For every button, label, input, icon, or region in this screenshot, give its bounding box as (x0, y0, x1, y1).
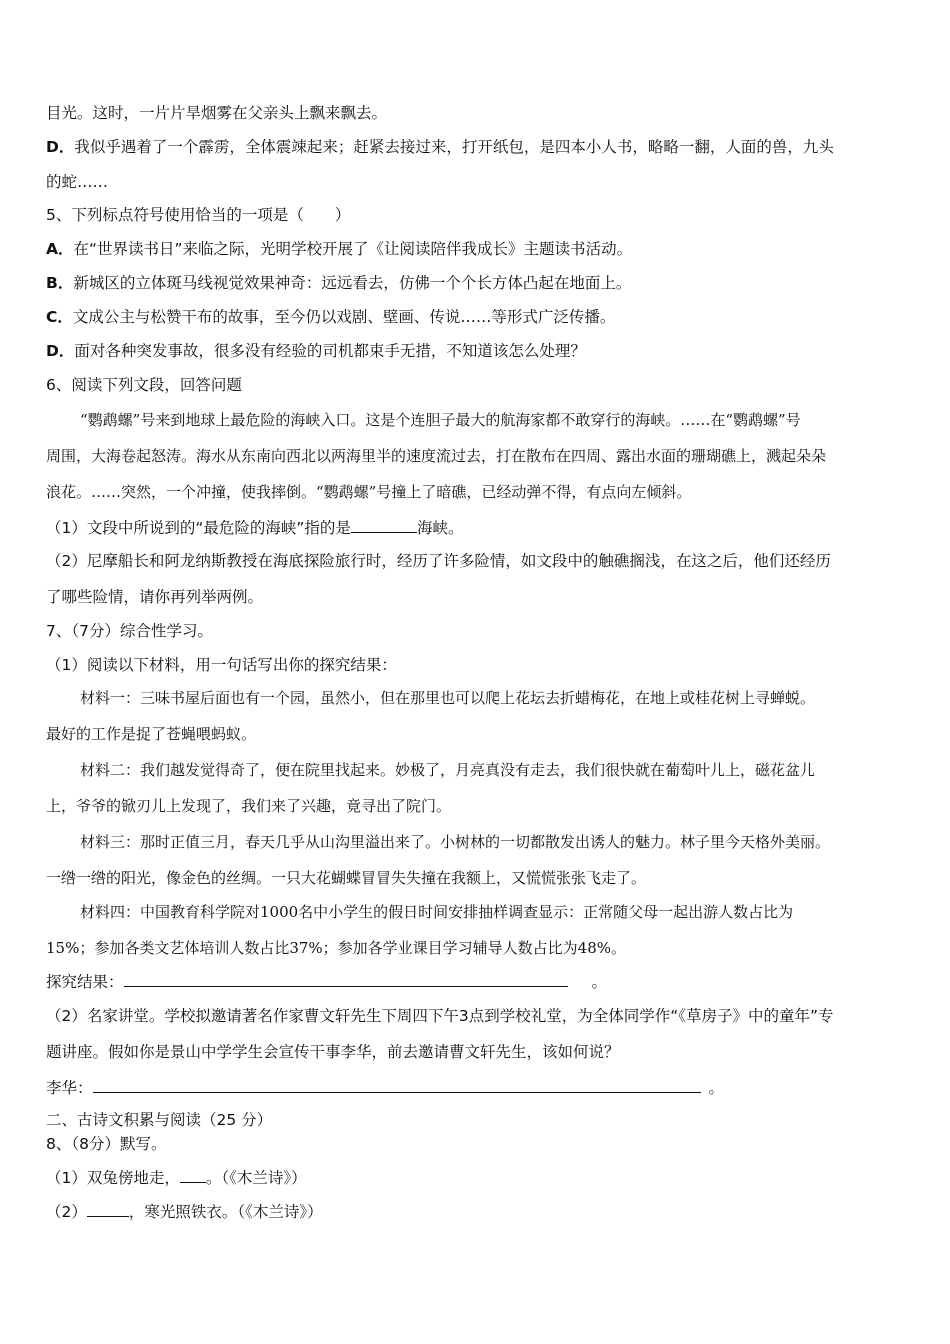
sub-question-text: （1）双兔傍地走， (46, 1169, 180, 1187)
option-text: 我似乎遇着了一个霹雳，全体震竦起来；赶紧去接过来，打开纸包，是四本小人书，略略一翻，人面的兽，九头 (74, 138, 834, 156)
sub-question-text: （2） (46, 1203, 87, 1221)
text-line: 目光。这时，一片片旱烟雾在父亲头上飘来飘去。 (46, 104, 388, 122)
question-7-title: 7、（7分）综合性学习。 (46, 622, 213, 640)
material-line: 上，爷爷的锨刃儿上发现了，我们来了兴趣，竟寻出了院门。 (46, 797, 452, 815)
sub-question-text: 海峡。 (416, 519, 464, 537)
question-8-sub-1 (46, 1167, 307, 1188)
option-text: 文成公主与松赞干布的故事，至今仍以戏剧、壁画、传说……等形式广泛传播。 (72, 308, 616, 326)
passage-line: 浪花。……突然，一个冲撞，使我摔倒。“鹦鹉螺”号撞上了暗礁，已经动弹不得，有点向左倾斜。 (46, 483, 692, 501)
question-5-title: 5、下列标点符号使用恰当的一项是（ ） (46, 206, 351, 224)
lihua-end: 。 (708, 1079, 725, 1097)
question-5-option-a (46, 239, 632, 259)
sub-question-text: （1）文段中所说到的“最危险的海峡”指的是 (46, 519, 351, 537)
material-line: 材料一：三味书屋后面也有一个园，虽然小，但在那里也可以爬上花坛去折蜡梅花，在地上或桂花树上寻蝉蜕。 (80, 689, 816, 707)
result-line (46, 971, 607, 992)
option-d-line (46, 137, 834, 157)
question-8-title: 8、（8分）默写。 (46, 1135, 167, 1153)
option-letter: C． (46, 308, 73, 326)
question-6-sub-1 (46, 517, 463, 538)
sub-question-text: 。（《木兰诗》） (205, 1169, 307, 1187)
option-letter: A． (46, 240, 74, 258)
question-7-sub-1: （1）阅读以下材料，用一句话写出你的探究结果： (46, 656, 397, 674)
sub-question-text: ，寒光照铁衣。（《木兰诗》） (128, 1203, 323, 1221)
answer-blank[interactable] (87, 1201, 129, 1217)
lihua-answer-blank[interactable] (93, 1077, 701, 1093)
option-text: 新城区的立体斑马线视觉效果神奇：远远看去，仿佛一个个长方体凸起在地面上。 (73, 274, 632, 292)
question-6-sub-2-cont: 了哪些险情，请你再列举两例。 (46, 588, 264, 606)
question-5-option-c (46, 307, 615, 327)
question-7-sub-2: （2）名家讲堂。学校拟邀请著名作家曹文轩先生下周四下午3点到学校礼堂，为全体同学作“《草房子》中的童年”专 (46, 1007, 834, 1025)
answer-blank[interactable] (351, 517, 417, 533)
material-line: 一绺一绺的阳光，像金色的丝绸。一只大花蝴蝶冒冒失失撞在我额上，又慌慌张张飞走了。 (46, 869, 647, 887)
option-letter: D． (46, 342, 75, 360)
result-answer-blank[interactable] (124, 971, 568, 987)
material-line: 材料三：那时正值三月，春天几乎从山沟里溢出来了。小树林的一切都散发出诱人的魅力。林子里今天格外美丽。 (80, 833, 831, 851)
option-text: 面对各种突发事故，很多没有经验的司机都束手无措，不知道该怎么处理？ (74, 342, 586, 360)
passage-line: “鹦鹉螺”号来到地球上最危险的海峡入口。这是个连胆子最大的航海家都不敢穿行的海峡。……在“鹦鹉螺”号 (80, 411, 801, 429)
text-line: 的蛇…… (46, 173, 109, 191)
question-5-option-b (46, 273, 631, 293)
question-5-option-d (46, 341, 586, 361)
question-6-title: 6、阅读下列文段，回答问题 (46, 376, 242, 394)
section-2-heading: 二、古诗文积累与阅读（25 分） (46, 1111, 273, 1129)
passage-line: 周围，大海卷起怒涛。海水从东南向西北以两海里半的速度流过去，打在散布在四周、露出水面的珊瑚礁上，溅起朵朵 (46, 447, 827, 465)
material-line: 15%；参加各类文艺体培训人数占比37%；参加各学业课目学习辅导人数占比为48%。 (46, 939, 627, 957)
lihua-line (46, 1077, 724, 1098)
question-6-sub-2: （2）尼摩船长和阿龙纳斯教授在海底探险旅行时，经历了许多险情，如文段中的触礁搁浅，在这之后，他们还经历 (46, 552, 831, 570)
material-line: 材料二：我们越发觉得奇了，便在院里找起来。妙极了，月亮真没有走去，我们很快就在葡萄叶儿上，磁花盆儿 (80, 761, 816, 779)
result-label: 探究结果： (46, 973, 124, 991)
question-7-sub-2-cont: 题讲座。假如你是景山中学学生会宣传干事李华，前去邀请曹文轩先生，该如何说？ (46, 1043, 620, 1061)
result-end: 。 (591, 973, 608, 991)
material-line: 最好的工作是捉了苍蝇喂蚂蚁。 (46, 725, 257, 743)
option-letter: D． (46, 138, 75, 156)
question-8-sub-2 (46, 1201, 323, 1222)
answer-blank[interactable] (180, 1167, 206, 1183)
lihua-label: 李华： (46, 1079, 93, 1097)
option-text: 在“世界读书日”来临之际，光明学校开展了《让阅读陪伴我成长》主题读书活动。 (73, 240, 633, 258)
material-line: 材料四：中国教育科学院对1000名中小学生的假日时间安排抽样调查显示：正常随父母一起出游人数占比为 (80, 903, 794, 921)
option-letter: B． (46, 274, 74, 292)
